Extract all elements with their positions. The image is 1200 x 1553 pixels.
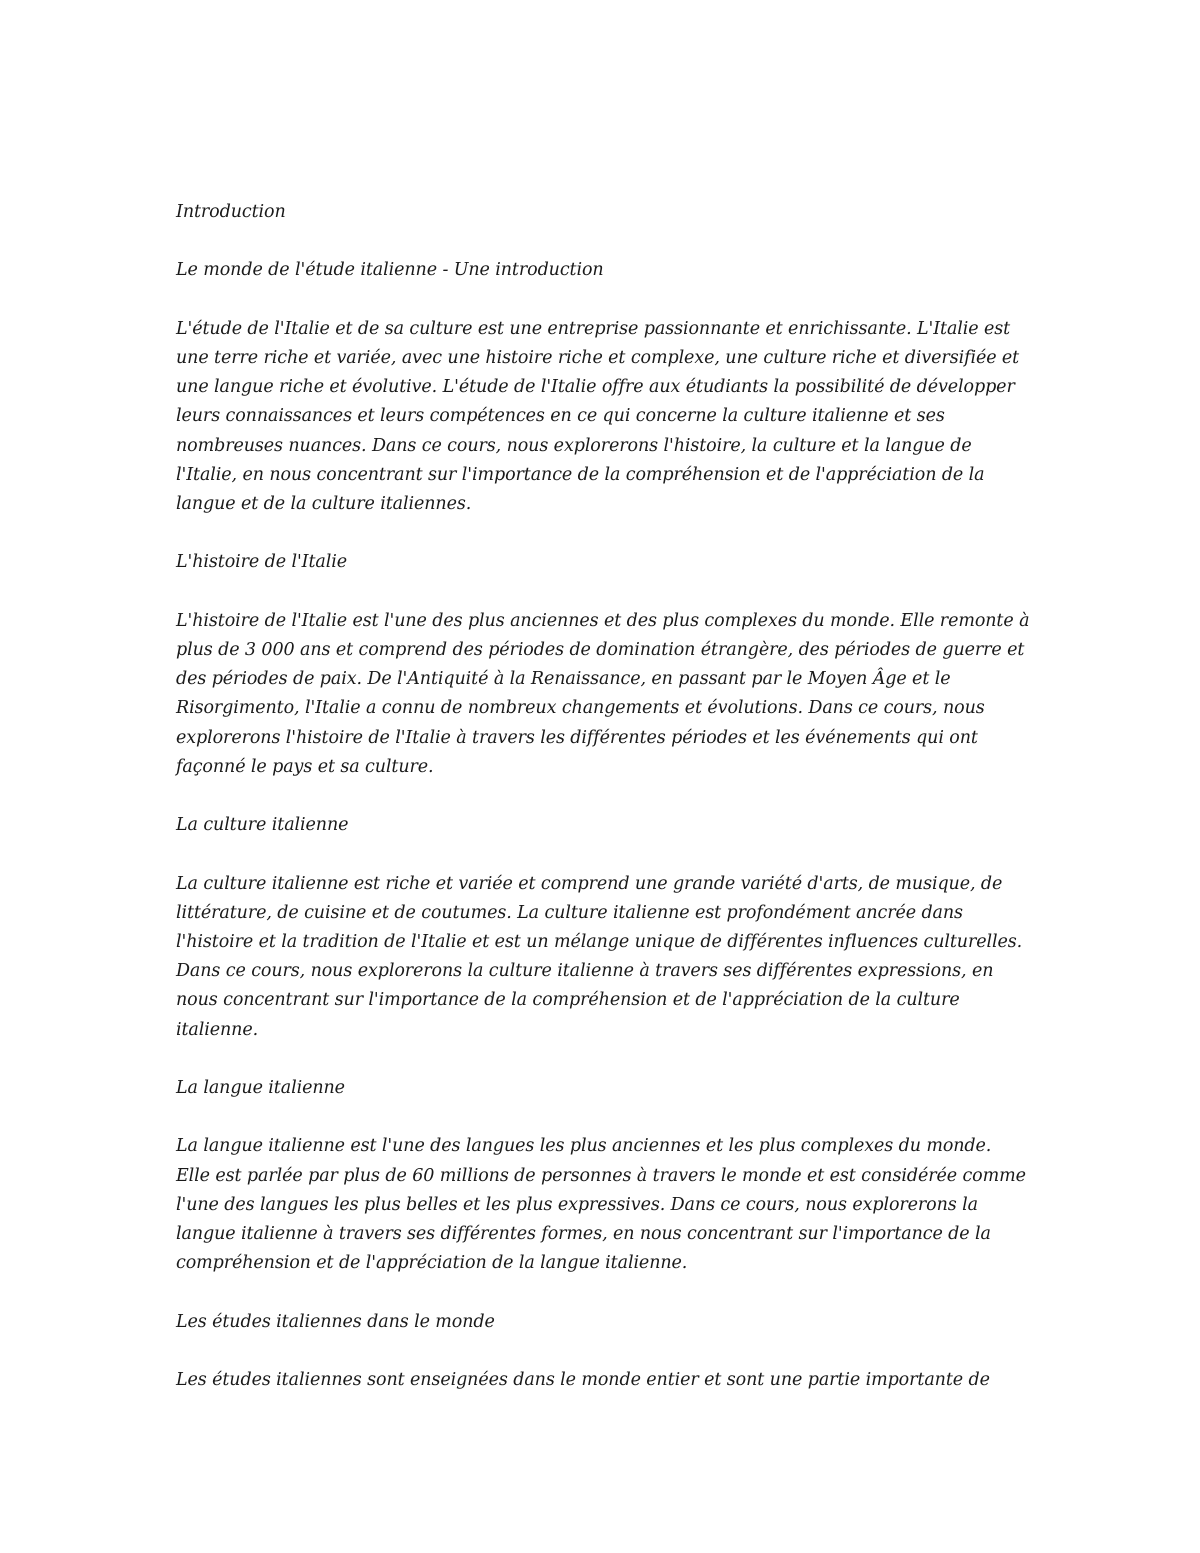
paragraph-langue: La langue italienne est l'une des langues les plus anciennes et les plus complexes du monde. Elle est parlée par plus de 60 millions de personnes à travers le monde et est considérée comme l'une des langues les plus belles et les plus expressives. Dans ce cours, nous explorerons la langue italienne à travers ses différentes formes, en nous concentrant sur l'importance de la compréhension et de l'appréciation de la langue italienne. <box>176 1136 1026 1274</box>
section-heading-histoire: L'histoire de l'Italie <box>176 552 347 573</box>
section-heading-culture: La culture italienne <box>176 815 349 836</box>
section-heading-introduction: Introduction <box>176 202 286 222</box>
paragraph-histoire: L'histoire de l'Italie est l'une des plus anciennes et des plus complexes du monde. Elle remonte à plus de 3 000 ans et comprend des périodes de domination étrangère, des périodes de guerre et des périodes de paix. De l'Antiquité à la Renaissance, en passant par le Moyen Âge et le Risorgimento, l'Italie a connu de nombreux changements et évolutions. Dans ce cours, nous explorerons l'histoire de l'Italie à travers les différentes périodes et les événements qui ont façonné le pays et sa culture. <box>176 610 1030 777</box>
paragraph-intro: L'étude de l'Italie et de sa culture est une entreprise passionnante et enrichissante. L'Italie est une terre riche et variée, avec une histoire riche et complexe, une culture riche et diversifiée et une langue riche et évolutive. L'étude de l'Italie offre aux étudiants la possibilité de développer leurs connaissances et leurs compétences en ce qui concerne la culture italienne et ses nombreuses nuances. Dans ce cours, nous explorerons l'histoire, la culture et la langue de l'Italie, en nous concentrant sur l'importance de la compréhension et de l'appréciation de la langue et de la culture italiennes. <box>176 318 1020 514</box>
section-heading-etudes-monde: Les études italiennes dans le monde <box>176 1311 495 1332</box>
document-body <box>176 198 1036 1424</box>
section-heading-langue: La langue italienne <box>176 1077 345 1098</box>
document-title: Le monde de l'étude italienne - Une introduction <box>176 260 604 281</box>
paragraph-culture: La culture italienne est riche et variée et comprend une grande variété d'arts, de musique, de littérature, de cuisine et de coutumes. La culture italienne est profondément ancrée dans l'histoire et la tradition de l'Italie et est un mélange unique de différentes influences culturelles. Dans ce cours, nous explorerons la culture italienne à travers ses différentes expressions, en nous concentrant sur l'importance de la compréhension et de l'appréciation de la culture italienne. <box>176 873 1023 1040</box>
paragraph-etudes-monde: Les études italiennes sont enseignées dans le monde entier et sont une partie importante de <box>176 1369 990 1390</box>
